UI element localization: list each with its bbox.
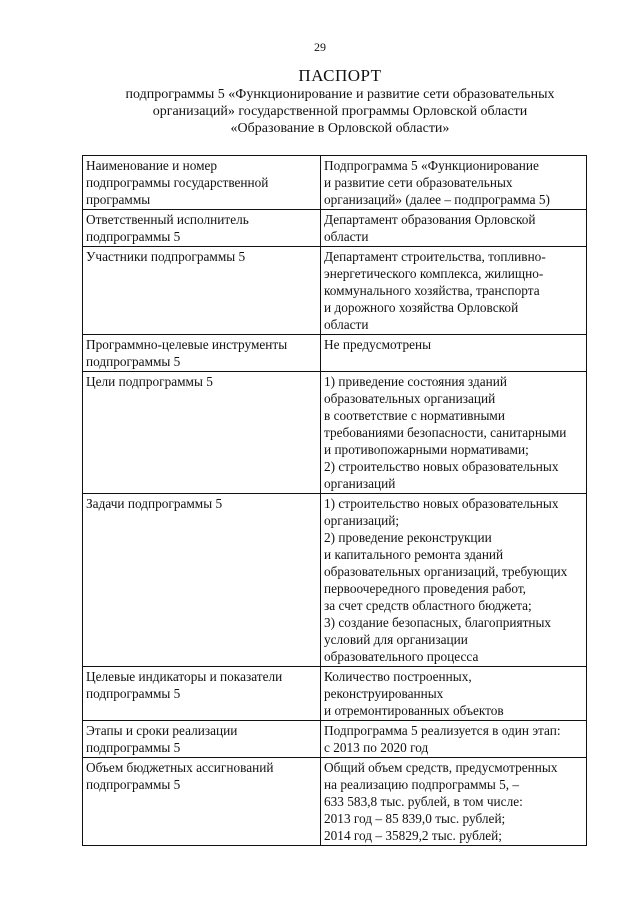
value-line: 2013 год – 85 839,0 тыс. рублей; <box>324 811 506 826</box>
label-line: Этапы и сроки реализации <box>86 723 238 738</box>
table-row <box>83 721 587 758</box>
row-label-cell <box>83 667 321 721</box>
value-line: 633 583,8 тыс. рублей, в том числе: <box>324 794 523 809</box>
value-line: Подпрограмма 5 реализуется в один этап: <box>324 723 561 738</box>
value-line: реконструированных <box>324 686 444 701</box>
row-value-cell <box>321 372 587 494</box>
row-value-cell <box>321 156 587 210</box>
row-label-cell <box>83 156 321 210</box>
value-line: и капитального ремонта зданий <box>324 547 504 562</box>
value-line: за счет средств областного бюджета; <box>324 598 532 613</box>
label-line: программы <box>86 192 151 207</box>
value-line: Департамент строительства, топливно- <box>324 249 546 264</box>
label-line: Объем бюджетных ассигнований <box>86 760 274 775</box>
page-number: 29 <box>314 40 326 54</box>
value-line: организаций» (далее – подпрограмма 5) <box>324 192 550 207</box>
row-label-cell <box>83 494 321 667</box>
value-line: и отремонтированных объектов <box>324 703 504 718</box>
value-line: 3) создание безопасных, благоприятных <box>324 615 552 630</box>
row-value-cell <box>321 210 587 247</box>
value-line: с 2013 по 2020 год <box>324 740 429 755</box>
value-line: области <box>324 317 369 332</box>
value-line: Общий объем средств, предусмотренных <box>324 760 558 775</box>
label-line: подпрограммы 5 <box>86 354 181 369</box>
value-line: и дорожного хозяйства Орловской <box>324 300 519 315</box>
label-line: подпрограммы 5 <box>86 740 181 755</box>
label-line: Целевые индикаторы и показатели <box>86 669 283 684</box>
subtitle-line: «Образование в Орловской области» <box>230 121 450 136</box>
table-row <box>83 156 587 210</box>
table-row <box>83 335 587 372</box>
row-label-cell <box>83 758 321 846</box>
passport-table <box>82 155 587 846</box>
value-line: образовательного процесса <box>324 649 479 664</box>
value-line: требованиями безопасности, санитарными <box>324 425 567 440</box>
value-line: организаций <box>324 476 396 491</box>
row-value-cell <box>321 494 587 667</box>
value-line: 2014 год – 35829,2 тыс. рублей; <box>324 828 502 843</box>
value-line: Не предусмотрены <box>324 337 432 352</box>
value-line: и противопожарными нормативами; <box>324 442 529 457</box>
value-line: первоочередного проведения работ, <box>324 581 526 596</box>
label-line: Задачи подпрограммы 5 <box>86 496 223 511</box>
table-row <box>83 247 587 335</box>
table-row <box>83 667 587 721</box>
document-subtitle <box>60 86 620 137</box>
row-value-cell <box>321 247 587 335</box>
subtitle-line: подпрограммы 5 «Функционирование и развитие сети образовательных <box>125 87 555 102</box>
value-line: 1) строительство новых образовательных <box>324 496 559 511</box>
row-value-cell <box>321 335 587 372</box>
row-value-cell <box>321 758 587 846</box>
value-line: образовательных организаций <box>324 391 496 406</box>
table-row <box>83 372 587 494</box>
subtitle-line: организаций» государственной программы Орловской области <box>152 104 528 119</box>
document-title: ПАСПОРТ <box>298 66 382 85</box>
value-line: в соответствие с нормативными <box>324 408 505 423</box>
row-label-cell <box>83 247 321 335</box>
value-line: коммунального хозяйства, транспорта <box>324 283 540 298</box>
table-row <box>83 210 587 247</box>
value-line: условий для организации <box>324 632 468 647</box>
value-line: на реализацию подпрограммы 5, – <box>324 777 520 792</box>
value-line: образовательных организаций, требующих <box>324 564 568 579</box>
label-line: Цели подпрограммы 5 <box>86 374 213 389</box>
table-row <box>83 494 587 667</box>
label-line: Программно-целевые инструменты <box>86 337 288 352</box>
row-label-cell <box>83 372 321 494</box>
label-line: Участники подпрограммы 5 <box>86 249 246 264</box>
passport-table-body <box>83 156 587 846</box>
label-line: Наименование и номер <box>86 158 218 173</box>
value-line: Подпрограмма 5 «Функционирование <box>324 158 539 173</box>
value-line: энергетического комплекса, жилищно- <box>324 266 544 281</box>
row-label-cell <box>83 210 321 247</box>
value-line: 2) проведение реконструкции <box>324 530 492 545</box>
table-row <box>83 758 587 846</box>
value-line: Количество построенных, <box>324 669 472 684</box>
label-line: подпрограммы 5 <box>86 229 181 244</box>
title-block <box>60 66 620 137</box>
value-line: 1) приведение состояния зданий <box>324 374 507 389</box>
value-line: Департамент образования Орловской <box>324 212 536 227</box>
row-value-cell <box>321 721 587 758</box>
value-line: 2) строительство новых образовательных <box>324 459 559 474</box>
row-label-cell <box>83 721 321 758</box>
value-line: организаций; <box>324 513 400 528</box>
value-line: области <box>324 229 369 244</box>
label-line: подпрограммы государственной <box>86 175 269 190</box>
row-label-cell <box>83 335 321 372</box>
row-value-cell <box>321 667 587 721</box>
label-line: подпрограммы 5 <box>86 777 181 792</box>
label-line: подпрограммы 5 <box>86 686 181 701</box>
label-line: Ответственный исполнитель <box>86 212 249 227</box>
value-line: и развитие сети образовательных <box>324 175 513 190</box>
